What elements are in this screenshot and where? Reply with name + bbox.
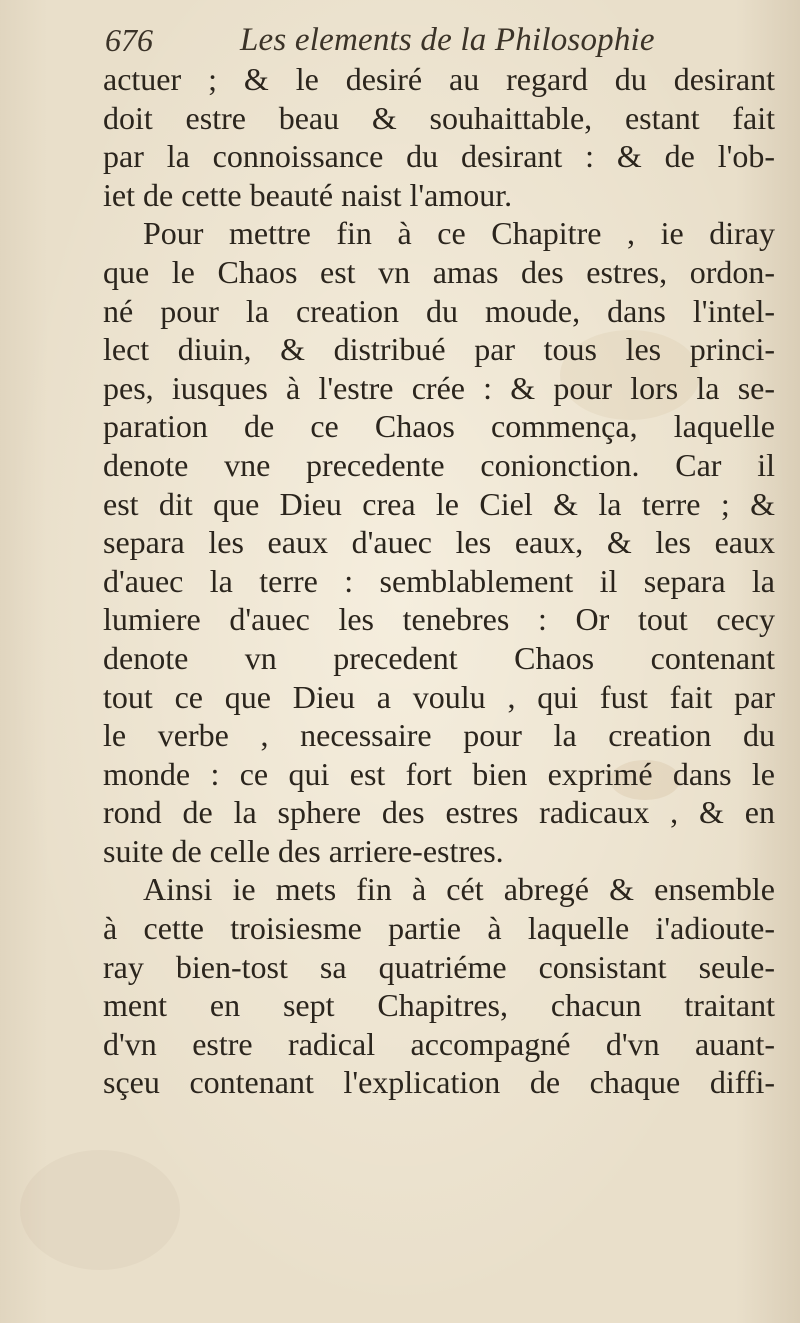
- text-line: ment en sept Chapitres, chacun traitant: [103, 987, 775, 1024]
- page-number: 676: [105, 22, 153, 58]
- text-line: par la connoissance du desirant : & de l'ob-: [103, 138, 775, 175]
- running-head: Les elements de la Philosophie: [240, 22, 655, 58]
- body-text: [103, 60, 775, 1102]
- text-line: tout ce que Dieu a voulu , qui fust fait par: [103, 678, 775, 715]
- text-line: actuer ; & le desiré au regard du desirant: [103, 61, 775, 97]
- text-line: lect diuin, & distribué par tous les princi-: [103, 331, 775, 368]
- text-line: que le Chaos est vn amas des estres, ordon-: [103, 253, 775, 290]
- text-line: rond de la sphere des estres radicaux , & en: [103, 794, 775, 831]
- text-line: ray bien-tost sa quatriéme consistant seule-: [103, 948, 775, 985]
- text-line: né pour la creation du moude, dans l'intel-: [103, 292, 775, 329]
- text-line: iet de cette beauté naist l'amour.: [103, 176, 513, 213]
- text-line: separa les eaux d'auec les eaux, & les eaux: [103, 524, 775, 561]
- text-line: d'auec la terre : semblablement il separa la: [103, 562, 775, 599]
- text-line: est dit que Dieu crea le Ciel & la terre ; &: [103, 485, 775, 522]
- text-line: doit estre beau & souhaittable, estant fait: [103, 99, 775, 136]
- text-line: monde : ce qui est fort bien exprimé dans le: [103, 755, 775, 792]
- text-line: denote vn precedent Chaos contenant: [103, 639, 775, 676]
- text-line: pes, iusques à l'estre crée : & pour lors la se-: [103, 369, 775, 406]
- text-line: à cette troisiesme partie à laquelle i'adioute-: [103, 910, 775, 947]
- text-line: lumiere d'auec les tenebres : Or tout cecy: [103, 601, 775, 638]
- text-line: paration de ce Chaos commença, laquelle: [103, 408, 775, 445]
- paper-stain: [20, 1150, 180, 1270]
- text-line: suite de celle des arriere-estres.: [103, 832, 504, 869]
- text-line: d'vn estre radical accompagné d'vn auant-: [103, 1025, 775, 1062]
- text-line: sçeu contenant l'explication de chaque diffi-: [103, 1064, 775, 1101]
- text-line: le verbe , necessaire pour la creation du: [103, 717, 775, 754]
- text-line: Ainsi ie mets fin à cét abregé & ensemble: [143, 871, 775, 908]
- text-line: Pour mettre fin à ce Chapitre , ie diray: [143, 215, 775, 252]
- page-header: [105, 18, 705, 62]
- text-line: denote vne precedente conionction. Car il: [103, 446, 775, 483]
